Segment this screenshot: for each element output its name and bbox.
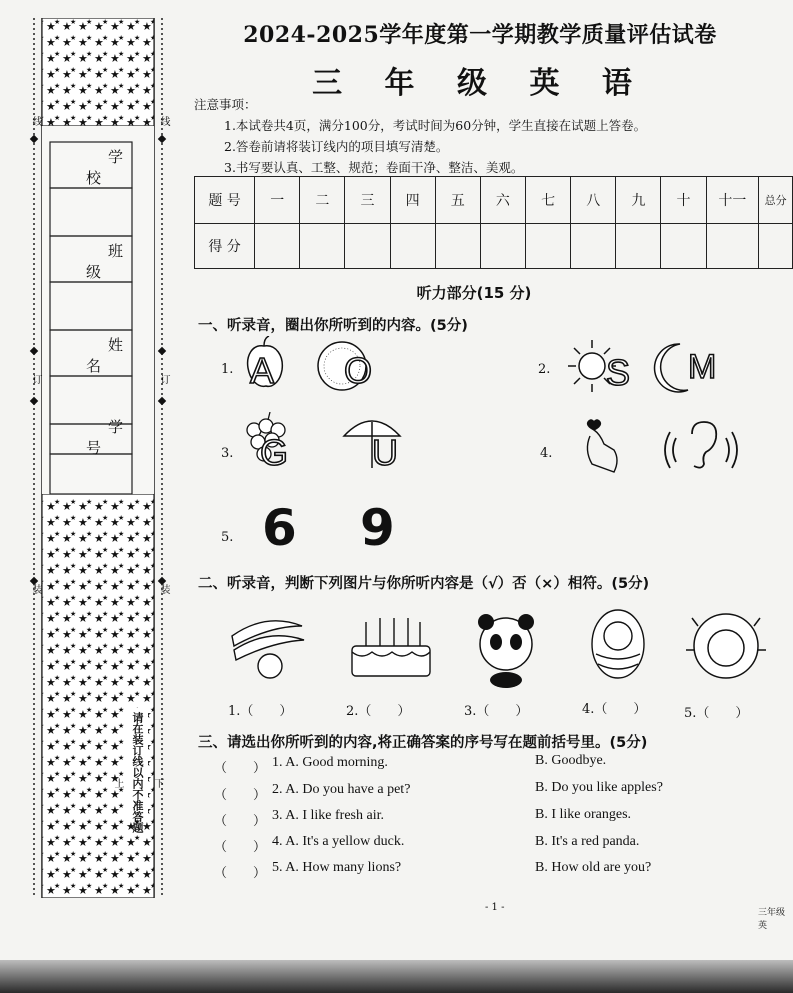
q1-letter: S — [606, 352, 631, 393]
score-cell[interactable] — [526, 224, 571, 269]
note-item: 2.答卷前请将装订线内的项目填写清楚。 — [224, 139, 449, 154]
score-cell[interactable] — [435, 224, 480, 269]
score-col: 八 — [571, 177, 616, 224]
score-cell[interactable] — [255, 224, 300, 269]
score-col: 三 — [345, 177, 390, 224]
q1-letter: M — [688, 348, 717, 386]
q3-option-b: B. How old are you? — [535, 860, 652, 875]
q3-answer-blank[interactable]: （ ） — [214, 866, 267, 881]
q3-option-a: 2. A. Do you have a pet? — [272, 782, 411, 797]
score-col: 九 — [616, 177, 661, 224]
score-cell[interactable] — [300, 224, 345, 269]
student-no-label: 学号 — [86, 418, 146, 457]
score-cell[interactable] — [661, 224, 706, 269]
page-number: - 1 - — [485, 902, 505, 913]
q1-item-number: 4. — [540, 446, 553, 461]
note-item: 3.书写要认真、工整、规范；卷面干净、整洁、美观。 — [224, 160, 524, 175]
bind-mark-left: 订 — [30, 374, 41, 384]
score-cell[interactable] — [345, 224, 390, 269]
seal-mark-left: 装 — [30, 584, 41, 594]
q3-option-b: B. It's a red panda. — [535, 834, 640, 849]
lion-icon — [686, 614, 766, 678]
ear-icon — [665, 422, 737, 468]
class-label: 班级 — [86, 242, 146, 281]
finger-heart-icon — [587, 420, 617, 472]
notes — [194, 94, 646, 178]
q1-letter: G — [260, 432, 289, 473]
number-nine: 9 — [360, 499, 395, 557]
score-col: 七 — [526, 177, 571, 224]
scan-bottom-edge — [0, 960, 793, 993]
corner-text: 三年级英 — [758, 908, 786, 931]
score-col: 四 — [390, 177, 435, 224]
score-col: 十一 — [706, 177, 759, 224]
bind-mark-right: 订 — [158, 374, 169, 384]
score-cell[interactable] — [571, 224, 616, 269]
score-col: 六 — [480, 177, 525, 224]
panda-icon — [478, 614, 534, 688]
q1-item-number: 3. — [221, 446, 234, 461]
q3-option-b: B. Goodbye. — [535, 753, 607, 768]
q1-letter: O — [344, 350, 373, 391]
exam-subtitle: 三 年 级 英 语 — [312, 66, 648, 101]
number-six: 6 — [262, 499, 297, 557]
notes-heading: 注意事项： — [194, 97, 257, 112]
q3-option-a: 1. A. Good morning. — [272, 755, 388, 770]
score-table-row-label: 得 分 — [195, 224, 255, 269]
school-label: 学校 — [86, 148, 146, 187]
exam-title: 2024-2025学年度第一学期教学质量评估试卷 — [243, 22, 717, 48]
binding-strip — [28, 18, 168, 898]
listening-heading: 听力部分(15 分) — [416, 284, 532, 302]
score-col: 一 — [255, 177, 300, 224]
q1-letter: A — [250, 350, 275, 391]
line-mark-left: 线 — [30, 116, 41, 126]
q3-answer-blank[interactable]: （ ） — [214, 814, 267, 829]
q2-title: 二、听录音，判断下列图片与你所听内容是（√）否（×）相符。(5分) — [198, 576, 650, 592]
q1-letter: U — [372, 432, 398, 473]
down-mark: 下 — [152, 778, 163, 788]
moon-icon — [655, 344, 688, 392]
seal-mark-right: 装 — [158, 584, 169, 594]
q3-option-a: 5. A. How many lions? — [272, 860, 402, 875]
q3-answer-blank[interactable]: （ ） — [214, 840, 267, 855]
up-mark: 上 — [112, 778, 123, 788]
score-col: 五 — [435, 177, 480, 224]
q1-item-4-pictures — [580, 416, 740, 478]
score-cell[interactable] — [480, 224, 525, 269]
banana-icon — [232, 621, 304, 678]
q1-item-number: 1. — [221, 362, 234, 377]
note-item: 1.本试卷共4页，满分100分，考试时间为60分钟，学生直接在试题上答卷。 — [224, 118, 647, 133]
q2-answer-blank[interactable]: 3.（ ） — [464, 704, 529, 719]
line-mark-right: 线 — [158, 116, 169, 126]
q2-answer-blank[interactable]: 2.（ ） — [346, 704, 411, 719]
q2-answer-blank[interactable]: 4.（ ） — [582, 702, 647, 717]
q1-item-number: 2. — [538, 362, 551, 377]
q3-answer-blank[interactable]: （ ） — [214, 761, 267, 776]
name-label: 姓名 — [86, 336, 146, 375]
q2-pictures — [226, 606, 766, 690]
score-col-total: 总分 — [759, 177, 793, 224]
q3-option-a: 3. A. I like fresh air. — [272, 808, 384, 823]
q3-option-b: B. Do you like apples? — [535, 780, 663, 795]
score-table-row-label: 题 号 — [195, 177, 255, 224]
q1-title: 一、听录音，圈出你所听到的内容。(5分) — [198, 318, 468, 334]
q3-option-a: 4. A. It's a yellow duck. — [272, 834, 405, 849]
q2-answer-blank[interactable]: 1.（ ） — [228, 704, 293, 719]
score-cell[interactable] — [759, 224, 793, 269]
birthday-cake-icon — [352, 618, 430, 676]
score-cell[interactable] — [616, 224, 661, 269]
score-table — [194, 176, 793, 269]
q1-item-number: 5. — [221, 530, 234, 545]
score-col: 二 — [300, 177, 345, 224]
q3-answer-blank[interactable]: （ ） — [214, 788, 267, 803]
baby-icon — [592, 610, 644, 678]
q3-title: 三、请选出你所听到的内容,将正确答案的序号写在题前括号里。(5分) — [198, 735, 648, 751]
score-cell[interactable] — [390, 224, 435, 269]
q3-option-b: B. I like oranges. — [535, 807, 632, 822]
score-col: 十 — [661, 177, 706, 224]
no-answer-note: 请在装订线以内不准答题 — [131, 712, 144, 833]
q2-answer-blank[interactable]: 5.（ ） — [684, 706, 749, 721]
score-cell[interactable] — [706, 224, 759, 269]
